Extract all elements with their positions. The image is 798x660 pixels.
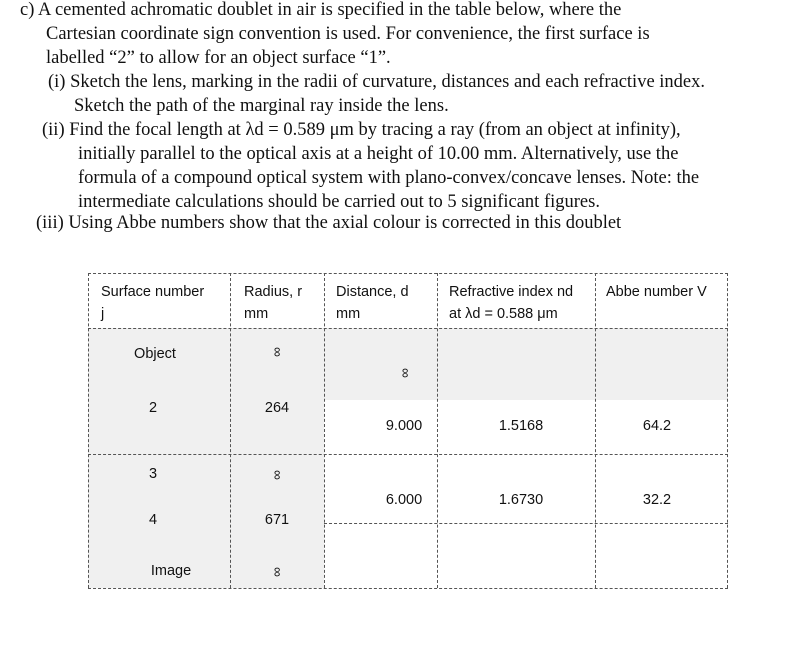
cell-image-radius: ∞	[270, 567, 286, 577]
cell-s4-surface: 4	[148, 512, 158, 528]
part-ii-line-2: initially parallel to the optical axis at a height of 10.00 mm. Alternatively, use the	[78, 144, 679, 164]
cell-gap3-index: 1.6730	[498, 492, 544, 508]
grid-col-1	[230, 273, 231, 588]
grid-col-4	[595, 273, 596, 588]
grid-header-bottom	[88, 328, 728, 329]
cell-gap2-distance: 9.000	[385, 418, 423, 434]
shade-object-gap	[324, 328, 728, 400]
cell-gap2-abbe: 64.2	[642, 418, 672, 434]
part-i-line-2: Sketch the path of the marginal ray inside the lens.	[74, 96, 449, 116]
grid-mid	[88, 454, 728, 455]
cell-s3-surface: 3	[148, 466, 158, 482]
header-distance-unit: mm	[336, 306, 361, 322]
header-distance: Distance, d	[336, 284, 409, 300]
cell-gap3-distance: 6.000	[385, 492, 423, 508]
shade-surface-col	[88, 328, 230, 588]
part-iii-line-1: (iii) Using Abbe numbers show that the axial colour is corrected in this doublet	[36, 213, 622, 233]
cell-s4-radius: 671	[264, 512, 290, 528]
intro-line-3: labelled “2” to allow for an object surface “1”.	[46, 48, 391, 68]
grid-left	[88, 273, 89, 588]
part-ii-line-4: intermediate calculations should be carried out to 5 significant figures.	[78, 192, 600, 212]
header-radius: Radius, r	[244, 284, 303, 300]
grid-col-2	[324, 273, 325, 588]
header-surface-number: Surface number	[101, 284, 205, 300]
cell-s2-radius: 264	[264, 400, 290, 416]
cell-image-surface: Image	[150, 563, 192, 579]
cell-gap3-abbe: 32.2	[642, 492, 672, 508]
part-ii-line-1: (ii) Find the focal length at λd = 0.589 μm by tracing a ray (from an object at infinity),	[42, 120, 681, 140]
header-surface-j: j	[101, 306, 105, 322]
intro-line-1: c) A cemented achromatic doublet in air is specified in the table below, where the	[20, 0, 622, 20]
shade-radius-col	[230, 328, 324, 588]
header-radius-unit: mm	[244, 306, 269, 322]
header-refractive-index: Refractive index nd	[449, 284, 574, 300]
cell-s2-surface: 2	[148, 400, 158, 416]
intro-line-2: Cartesian coordinate sign convention is used. For convenience, the first surface is	[46, 24, 650, 44]
cell-object-surface: Object	[134, 346, 176, 362]
cell-object-distance: ∞	[398, 368, 414, 378]
grid-top	[88, 273, 728, 274]
grid-lower	[324, 523, 728, 524]
header-abbe-number: Abbe number V	[606, 284, 707, 300]
grid-right	[727, 273, 728, 588]
part-ii-line-3: formula of a compound optical system with plano-convex/concave lenses. Note: the	[78, 168, 700, 188]
grid-col-3	[437, 273, 438, 588]
header-wavelength: at λd = 0.588 μm	[449, 306, 558, 322]
lens-data-table	[88, 273, 728, 588]
cell-s3-radius: ∞	[270, 470, 286, 480]
part-i-line-1: (i) Sketch the lens, marking in the radii of curvature, distances and each refractive index.	[48, 72, 706, 92]
grid-bottom	[88, 588, 728, 589]
cell-object-radius: ∞	[270, 347, 286, 357]
cell-gap2-index: 1.5168	[498, 418, 544, 434]
